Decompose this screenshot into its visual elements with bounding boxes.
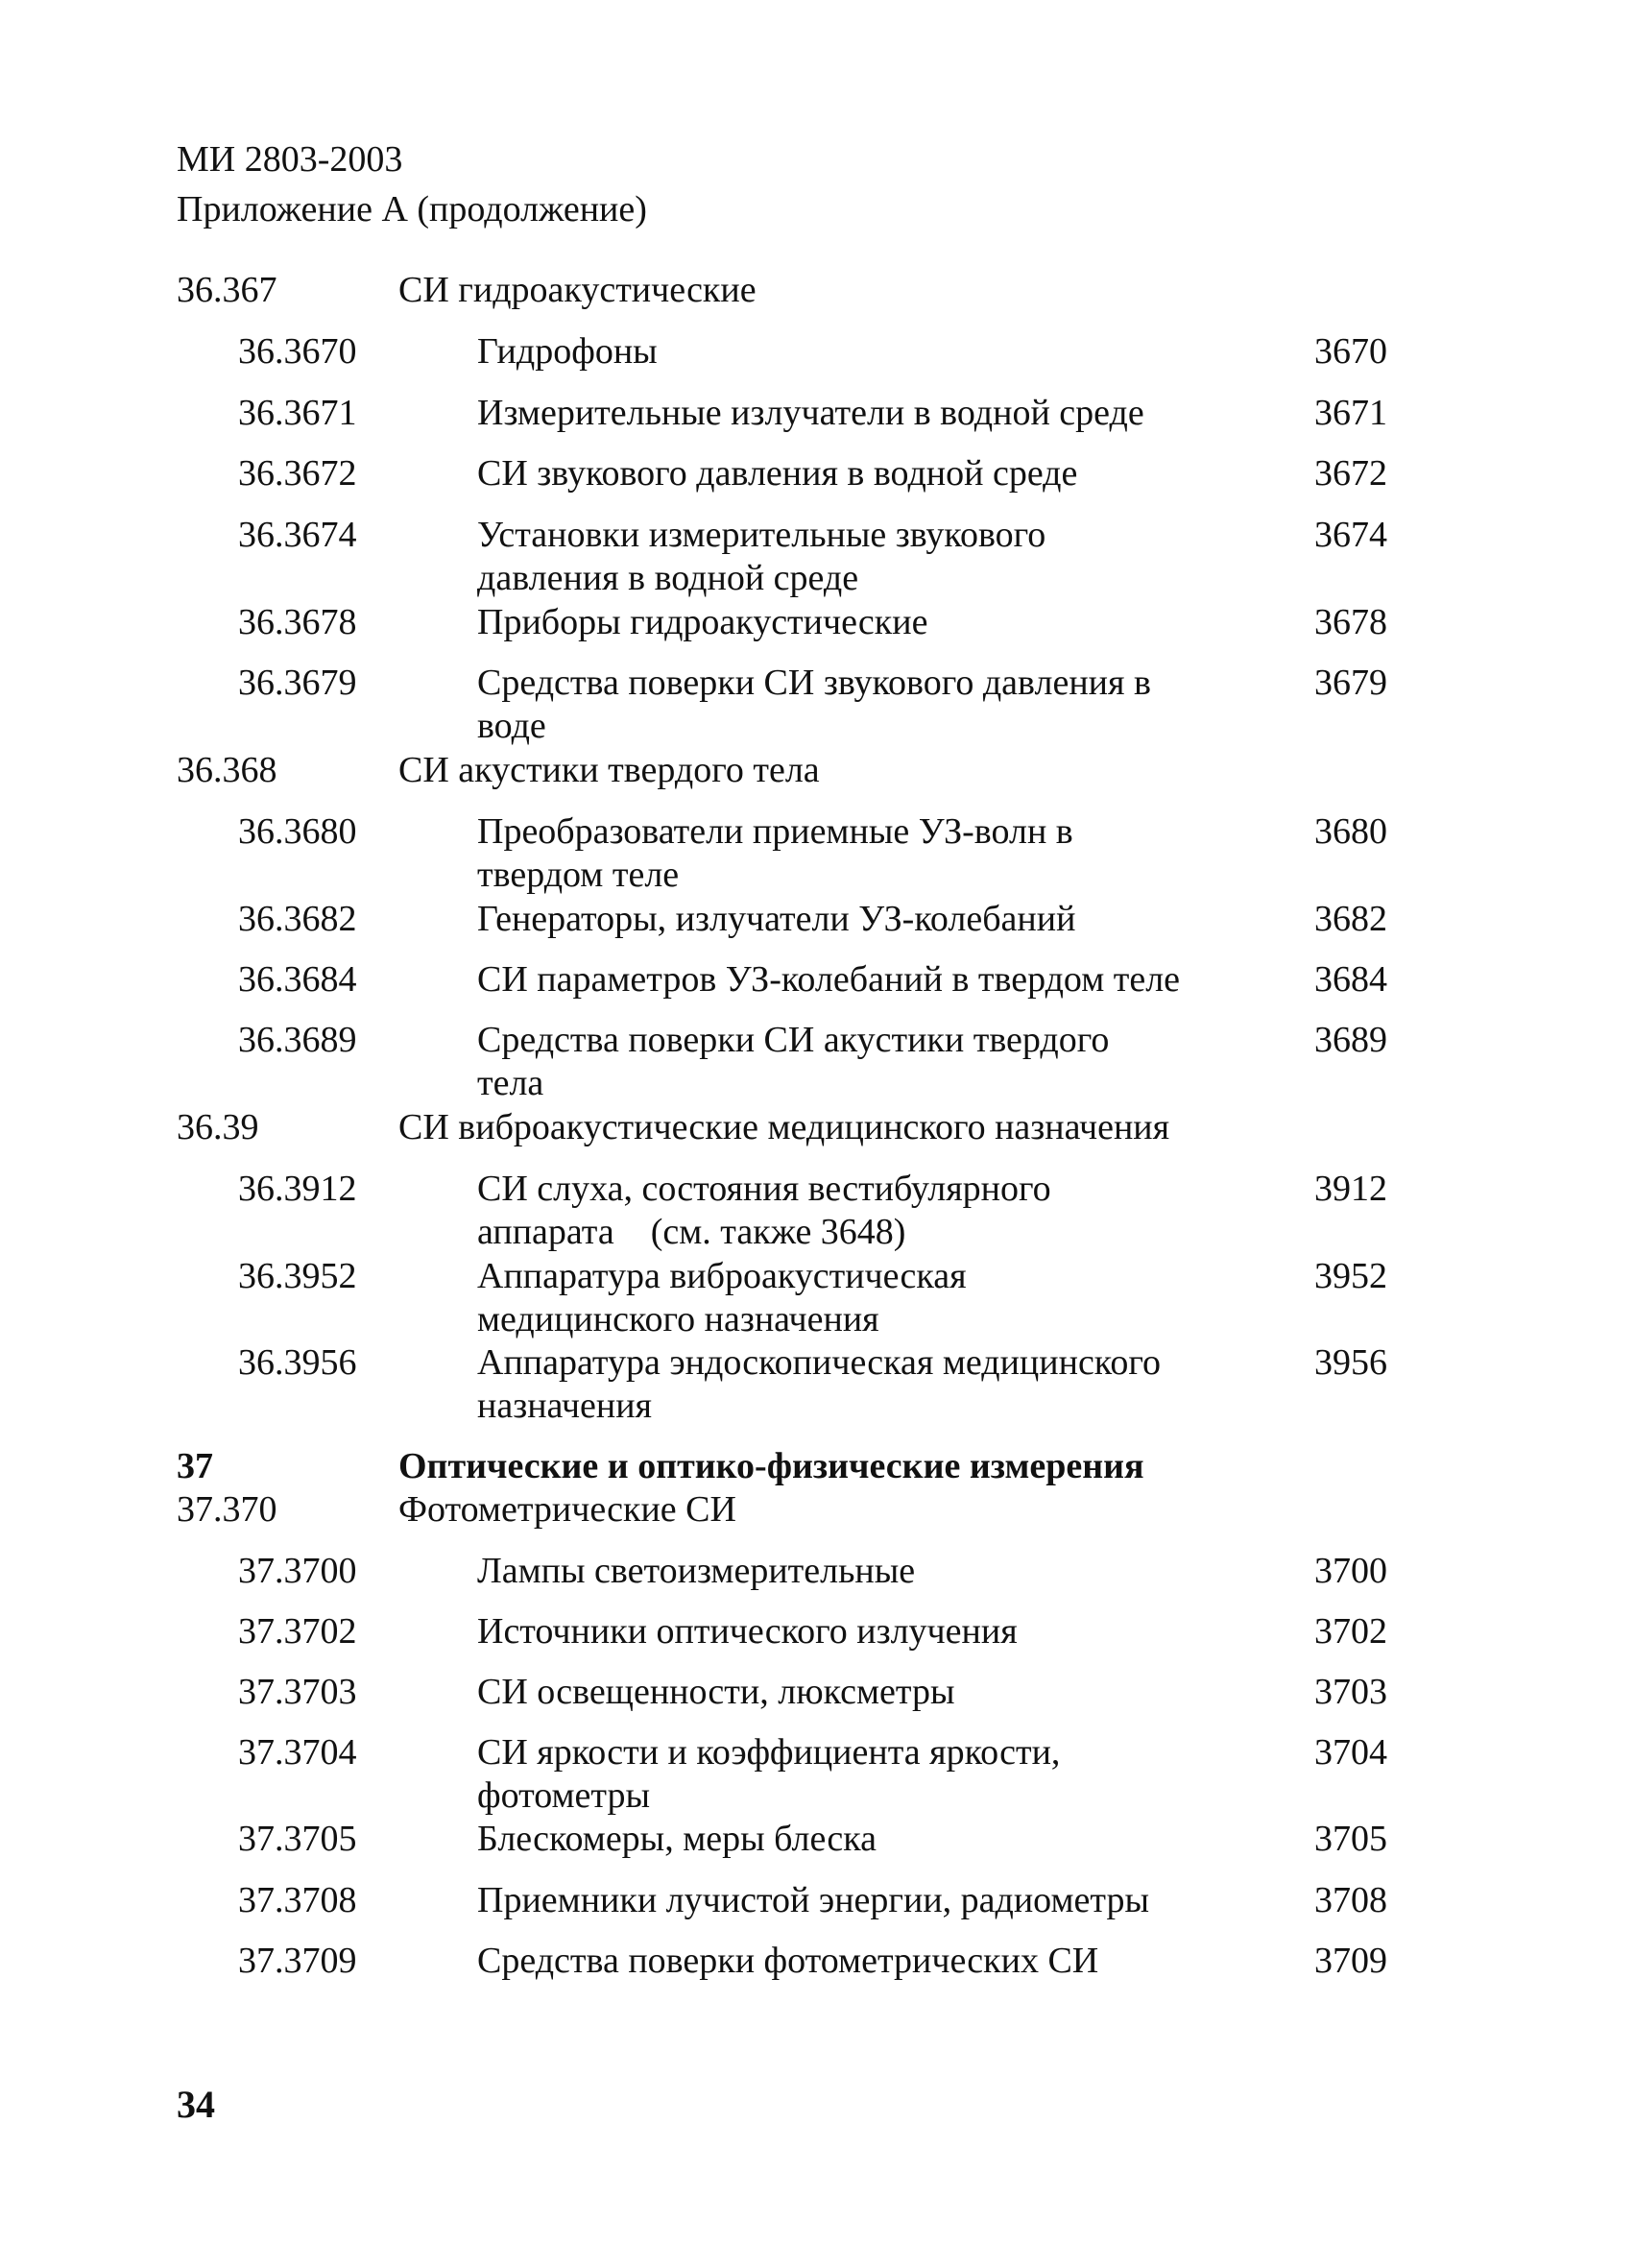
row-name-line: СИ яркости и коэффициента яркости, [477, 1732, 1061, 1773]
row-code: 36.3684 [238, 959, 357, 1000]
row-code: 36.3956 [238, 1342, 357, 1383]
row-name-line: воде [477, 706, 546, 746]
row-name [477, 1255, 967, 1341]
row-code: 37.3705 [238, 1819, 357, 1859]
row-code: 36.3671 [238, 393, 357, 433]
row-number: 3672 [1314, 453, 1387, 494]
row-name: Измерительные излучатели в водной среде [477, 393, 1144, 433]
row-number: 3700 [1314, 1551, 1387, 1591]
row-name-line: Аппаратура виброакустическая [477, 1256, 967, 1296]
row-name: СИ освещенности, люксметры [477, 1672, 955, 1712]
row-name-line: назначения [477, 1386, 653, 1426]
row-name: Генераторы, излучатели УЗ-колебаний [477, 899, 1076, 939]
row-code: 37 [177, 1446, 213, 1486]
row-code: 36.3680 [238, 811, 357, 852]
document-id: МИ 2803-2003 [177, 139, 403, 180]
row-name: Гидрофоны [477, 331, 658, 372]
row-name-line: твердом теле [477, 855, 680, 895]
row-name [477, 810, 1073, 897]
row-code: 36.3952 [238, 1256, 357, 1296]
row-name: Источники оптического излучения [477, 1611, 1018, 1652]
row-name: Лампы светоизмерительные [477, 1551, 916, 1591]
row-number: 3674 [1314, 515, 1387, 555]
row-number: 3679 [1314, 663, 1387, 703]
row-name-line: Аппаратура эндоскопическая медицинского [477, 1342, 1161, 1383]
row-number: 3689 [1314, 1020, 1387, 1060]
row-code: 37.3704 [238, 1732, 357, 1773]
row-number: 3704 [1314, 1732, 1387, 1773]
row-name-line: Преобразователи приемные УЗ-волн в [477, 811, 1073, 852]
row-number: 3670 [1314, 331, 1387, 372]
row-code: 37.3700 [238, 1551, 357, 1591]
row-name: СИ гидроакустические [398, 270, 757, 310]
row-number: 3682 [1314, 899, 1387, 939]
row-name [477, 514, 1045, 600]
row-name [477, 1731, 1060, 1818]
row-name-line: фотометры [477, 1775, 651, 1816]
row-name: Блескомеры, меры блеска [477, 1819, 877, 1859]
row-code: 36.367 [177, 270, 277, 310]
row-name: Средства поверки фотометрических СИ [477, 1941, 1099, 1981]
row-name: СИ акустики твердого тела [398, 750, 820, 790]
row-code: 36.3689 [238, 1020, 357, 1060]
row-name-line: тела [477, 1063, 544, 1103]
row-name: Приборы гидроакустические [477, 602, 928, 642]
page-number: 34 [177, 2083, 215, 2126]
row-name: СИ виброакустические медицинского назначения [398, 1107, 1170, 1147]
row-number: 3912 [1314, 1169, 1387, 1209]
row-name [477, 1019, 1109, 1105]
row-number: 3956 [1314, 1342, 1387, 1383]
row-name-line: Средства поверки СИ акустики твердого [477, 1020, 1110, 1060]
row-name-line: давления в водной среде [477, 558, 859, 598]
row-code: 36.3682 [238, 899, 357, 939]
row-name: СИ параметров УЗ-колебаний в твердом теле [477, 959, 1181, 1000]
row-name-line: Средства поверки СИ звукового давления в [477, 663, 1151, 703]
row-name-line: медицинского назначения [477, 1299, 879, 1339]
row-code: 36.3670 [238, 331, 357, 372]
row-code: 37.370 [177, 1489, 277, 1530]
row-name [477, 1341, 1161, 1428]
row-name: СИ звукового давления в водной среде [477, 453, 1078, 494]
row-number: 3671 [1314, 393, 1387, 433]
row-code: 37.3709 [238, 1941, 357, 1981]
row-code: 37.3708 [238, 1880, 357, 1920]
row-code: 36.3679 [238, 663, 357, 703]
row-code: 37.3703 [238, 1672, 357, 1712]
row-name-line: аппарата (см. также 3648) [477, 1212, 906, 1252]
row-number: 3708 [1314, 1880, 1387, 1920]
row-code: 37.3702 [238, 1611, 357, 1652]
row-code: 36.368 [177, 750, 277, 790]
row-name-line: СИ слуха, состояния вестибулярного [477, 1169, 1051, 1209]
row-number: 3952 [1314, 1256, 1387, 1296]
row-name: Приемники лучистой энергии, радиометры [477, 1880, 1149, 1920]
row-code: 36.39 [177, 1107, 259, 1147]
row-code: 36.3672 [238, 453, 357, 494]
row-number: 3709 [1314, 1941, 1387, 1981]
row-code: 36.3912 [238, 1169, 357, 1209]
row-name: Фотометрические СИ [398, 1489, 736, 1530]
row-code: 36.3674 [238, 515, 357, 555]
row-code: 36.3678 [238, 602, 357, 642]
row-number: 3678 [1314, 602, 1387, 642]
appendix-title: Приложение А (продолжение) [177, 189, 647, 229]
row-number: 3703 [1314, 1672, 1387, 1712]
row-number: 3705 [1314, 1819, 1387, 1859]
row-number: 3702 [1314, 1611, 1387, 1652]
row-name [477, 1168, 1051, 1254]
row-number: 3680 [1314, 811, 1387, 852]
row-name: Оптические и оптико-физические измерения [398, 1446, 1144, 1486]
row-name [477, 662, 1151, 748]
row-name-line: Установки измерительные звукового [477, 515, 1046, 555]
row-number: 3684 [1314, 959, 1387, 1000]
